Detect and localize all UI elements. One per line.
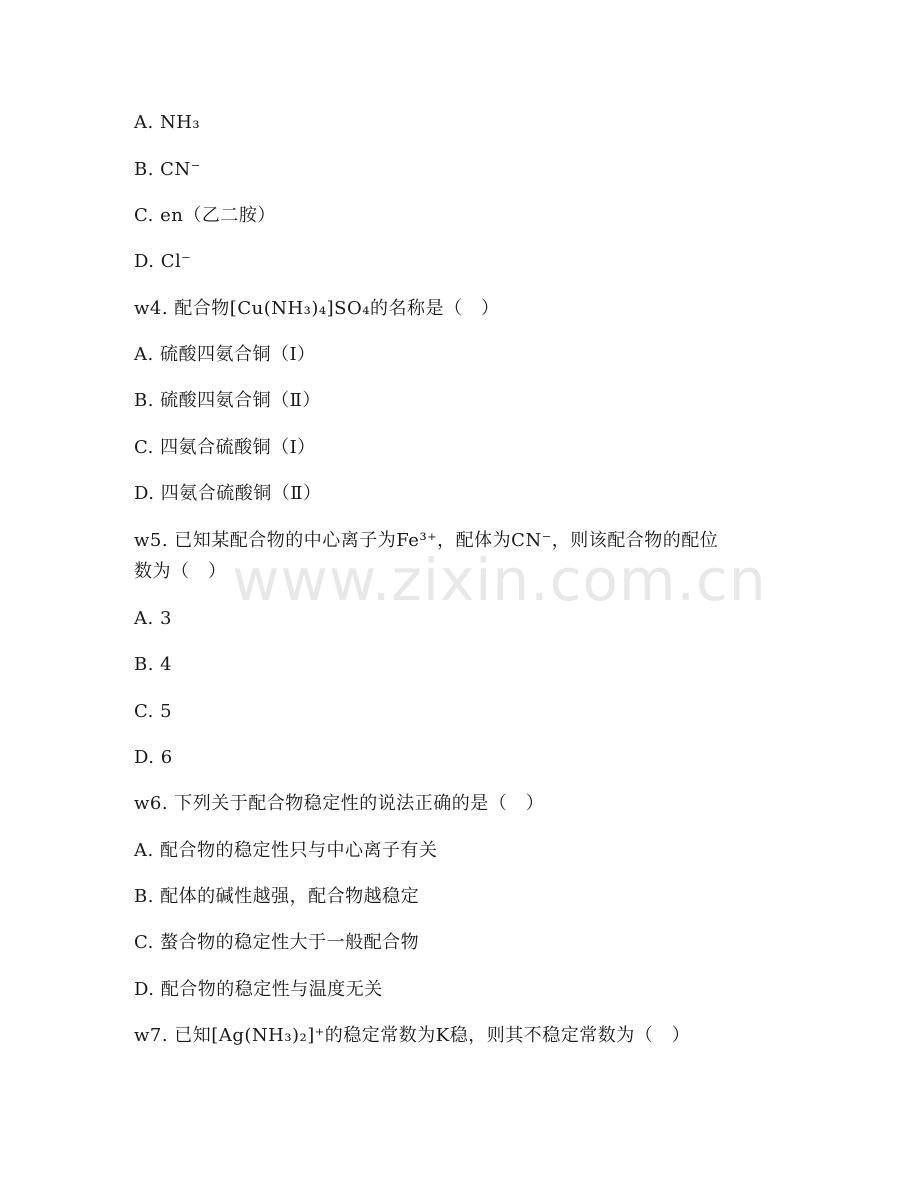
- option-b-q4: B. 硫酸四氨合铜（Ⅱ）: [134, 390, 321, 411]
- option-b-q3: B. CN⁻: [134, 159, 201, 180]
- option-c-q4: C. 四氨合硫酸铜（Ⅰ）: [134, 437, 316, 458]
- question-w5: w5. 已知某配合物的中心离子为Fe³⁺，配体为CN⁻，则该配合物的配位: [134, 530, 719, 551]
- question-w6: w6. 下列关于配合物稳定性的说法正确的是（ ）: [134, 793, 545, 814]
- option-c-q5: C. 5: [134, 701, 173, 722]
- option-a-q6: A. 配合物的稳定性只与中心离子有关: [134, 840, 438, 861]
- option-d-q5: D. 6: [134, 747, 173, 768]
- option-b-q6: B. 配体的碱性越强，配合物越稳定: [134, 886, 420, 907]
- option-c-q3: C. en（乙二胺）: [134, 205, 276, 226]
- question-w5-continuation: 数为（ ）: [134, 561, 227, 582]
- question-w7: w7. 已知[Ag(NH₃)₂]⁺的稳定常数为K稳，则其不稳定常数为（ ）: [134, 1025, 691, 1046]
- watermark: www.zixin.com.cn: [232, 546, 767, 614]
- option-d-q3: D. Cl⁻: [134, 251, 192, 272]
- option-a-q4: A. 硫酸四氨合铜（Ⅰ）: [134, 344, 316, 365]
- question-w4: w4. 配合物[Cu(NH₃)₄]SO₄的名称是（ ）: [134, 298, 500, 319]
- option-c-q6: C. 螯合物的稳定性大于一般配合物: [134, 932, 420, 953]
- option-d-q4: D. 四氨合硫酸铜（Ⅱ）: [134, 483, 322, 504]
- option-a-q5: A. 3: [134, 608, 172, 629]
- option-d-q6: D. 配合物的稳定性与温度无关: [134, 979, 383, 1000]
- option-a-q3: A. NH₃: [134, 112, 201, 133]
- option-b-q5: B. 4: [134, 654, 173, 675]
